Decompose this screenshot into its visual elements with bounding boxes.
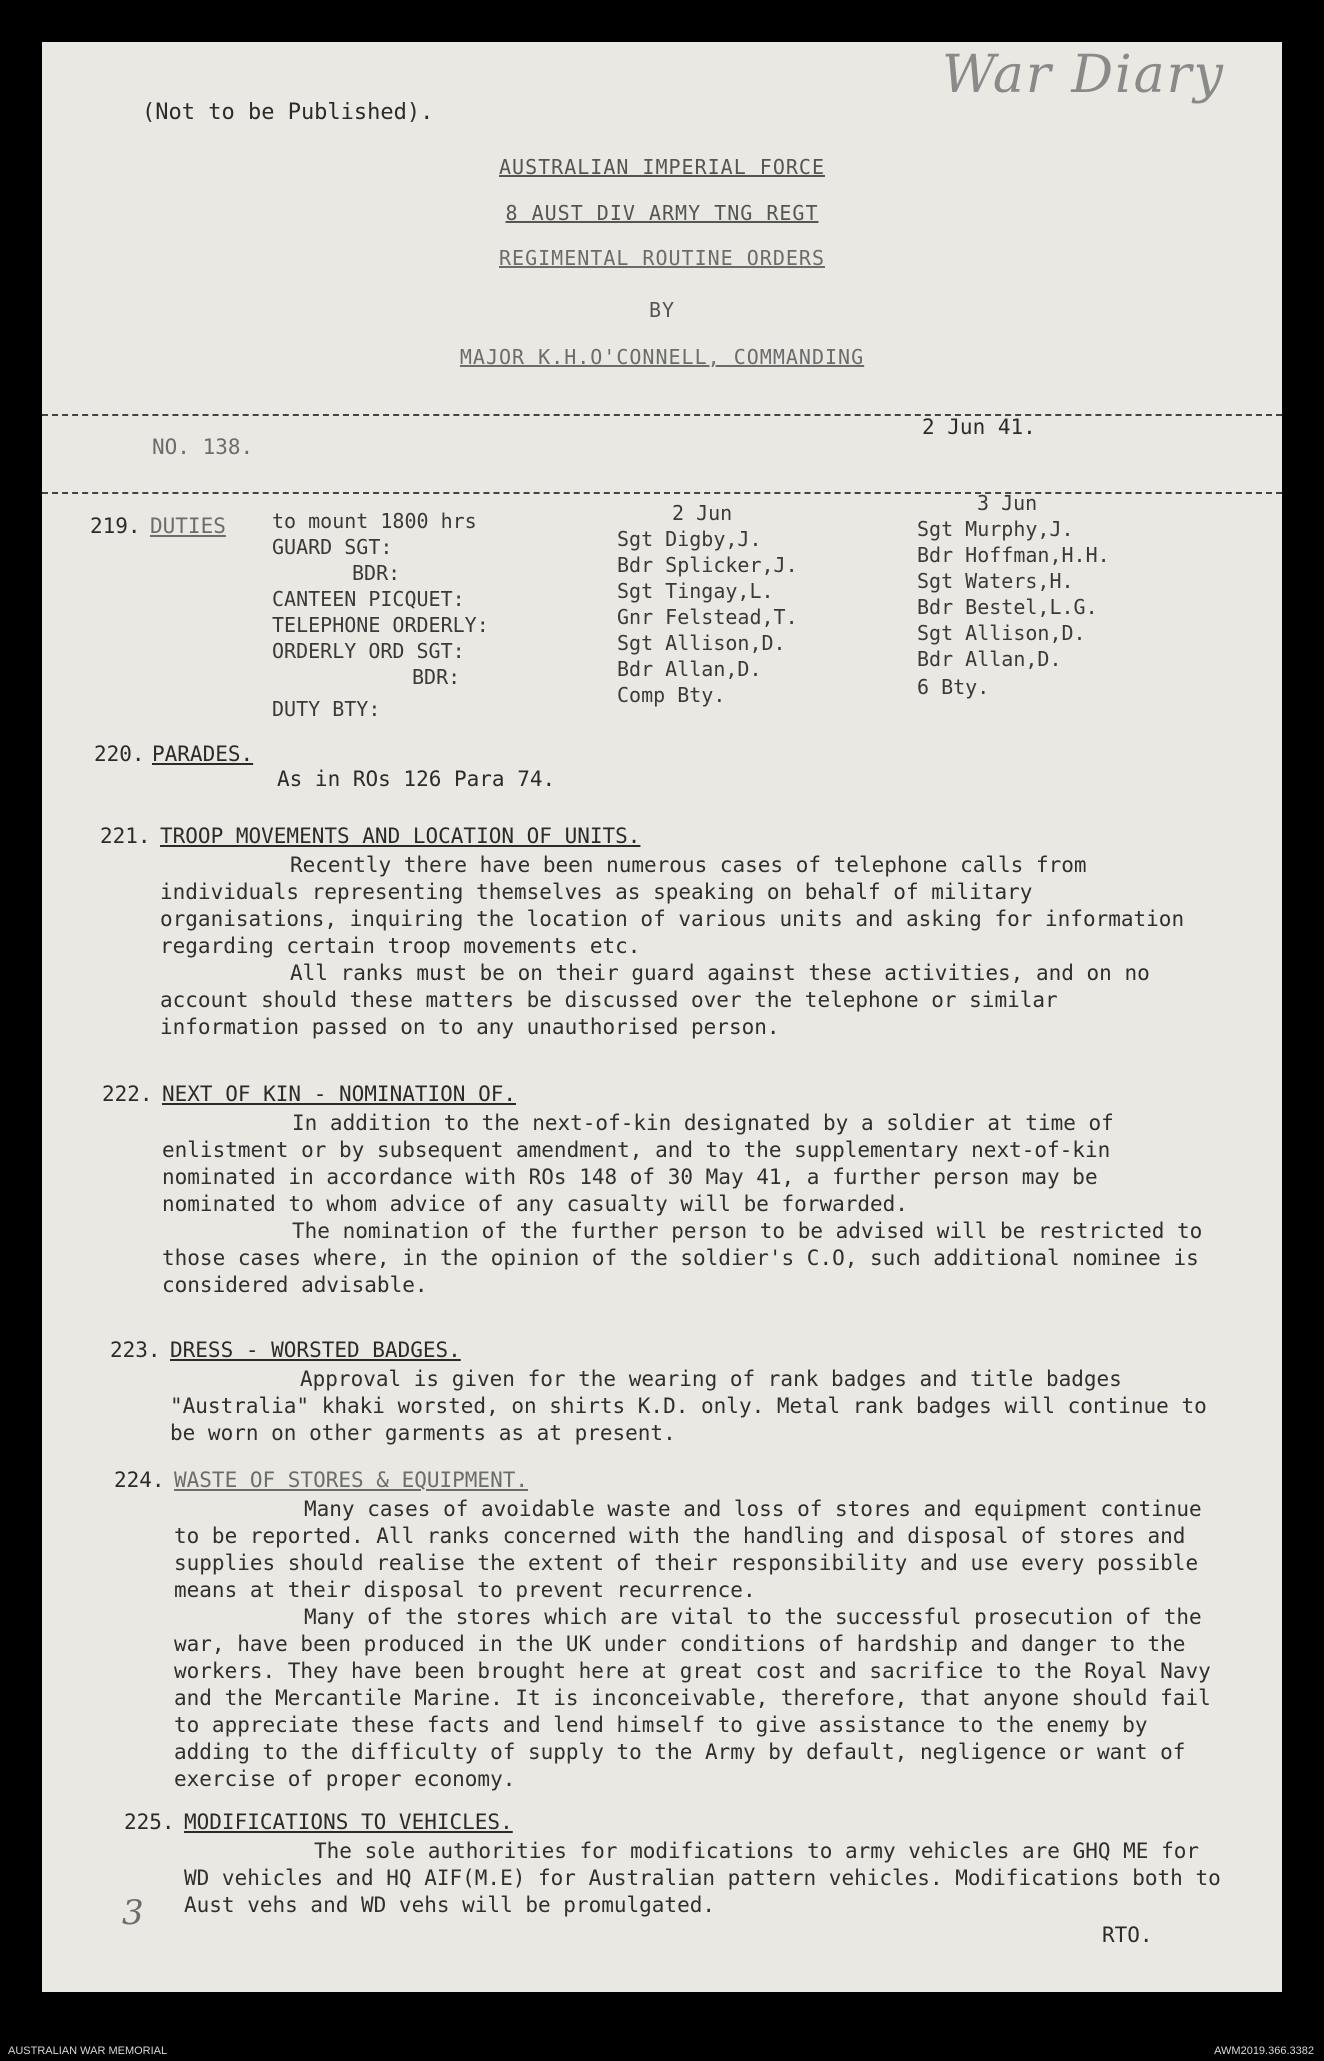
day1-entry: Sgt Digby,J. bbox=[617, 527, 762, 551]
divider-top bbox=[42, 414, 1282, 416]
header-force: AUSTRALIAN IMPERIAL FORCE bbox=[498, 155, 826, 179]
para-224-number: 224. bbox=[114, 1468, 165, 1492]
day1-entry: Comp Bty. bbox=[617, 683, 726, 707]
para-220-number: 220. bbox=[94, 742, 145, 766]
para-222-number: 222. bbox=[102, 1082, 153, 1106]
order-number: NO. 138. bbox=[152, 435, 254, 459]
duties-mount-text: to mount 1800 hrs bbox=[272, 509, 477, 533]
day2-entry: Sgt Waters,H. bbox=[917, 569, 1074, 593]
day2-entry: Bdr Hoffman,H.H. bbox=[917, 543, 1110, 567]
day1-entry: Sgt Allison,D. bbox=[617, 631, 786, 655]
para-223-number: 223. bbox=[110, 1338, 161, 1362]
margin-handwritten-mark: 3 bbox=[122, 1893, 144, 1933]
order-date: 2 Jun 41. bbox=[922, 415, 1036, 439]
para-223-body bbox=[170, 1366, 1210, 1447]
divider-bottom bbox=[42, 492, 1282, 494]
day1-entry: Bdr Allan,D. bbox=[617, 657, 762, 681]
signature-rto: RTO. bbox=[1102, 1923, 1153, 1947]
day1-header: 2 Jun bbox=[672, 501, 733, 525]
duty-label: DUTY BTY: bbox=[272, 697, 381, 721]
handwritten-war-diary-note: War Diary bbox=[942, 45, 1225, 105]
para-224-title: WASTE OF STORES & EQUIPMENT. bbox=[174, 1468, 529, 1492]
para-225-title: MODIFICATIONS TO VEHICLES. bbox=[184, 1810, 513, 1834]
para-219-number: 219. bbox=[90, 514, 141, 538]
para-220-title: PARADES. bbox=[152, 742, 254, 766]
restriction-notice: (Not to be Published). bbox=[142, 100, 434, 125]
para-222-text: In addition to the next-of-kin designated by a soldier at time of enlistment or by subsequent amendment, and to the supplementary next-of-kin nominated in accordance with ROs 148 of 30 May 41, a further person may be nominated to whom advice of any casualty will be forwarded. bbox=[162, 1111, 1114, 1216]
header-unit: 8 AUST DIV ARMY TNG REGT bbox=[505, 201, 819, 225]
document-page bbox=[42, 42, 1282, 1992]
para-222-title: NEXT OF KIN - NOMINATION OF. bbox=[162, 1082, 517, 1106]
duty-label: TELEPHONE ORDERLY: bbox=[272, 613, 489, 637]
para-220-body: As in ROs 126 Para 74. bbox=[277, 767, 556, 791]
para-223-title: DRESS - WORSTED BADGES. bbox=[170, 1338, 461, 1362]
para-224-body bbox=[174, 1496, 1224, 1793]
day2-entry: Sgt Murphy,J. bbox=[917, 517, 1074, 541]
day1-entry: Bdr Splicker,J. bbox=[617, 553, 798, 577]
para-225-number: 225. bbox=[124, 1810, 175, 1834]
header-by: BY bbox=[648, 298, 676, 322]
para-221-text: All ranks must be on their guard against these activities, and on no account should these matters be discussed over the telephone or similar information passed on to any unauthorised person. bbox=[160, 961, 1150, 1039]
duty-label: BDR: bbox=[352, 561, 401, 585]
duty-label: ORDERLY ORD SGT: bbox=[272, 639, 465, 663]
para-224-text: Many of the stores which are vital to the successful prosecution of the war, have been produced in the UK under conditions of hardship and danger to the workers. They have been brought here at great cost and sacrifice to the Royal Navy and the Mercantile Marine. It is inconceivable, therefore, that anyone should fail to appreciate these facts and lend himself to give assistance to the enemy by adding to the difficulty of supply to the Army by default, negligence or want of exercise of proper economy. bbox=[174, 1605, 1211, 1791]
para-222-body bbox=[162, 1110, 1212, 1299]
footer-institution: AUSTRALIAN WAR MEMORIAL bbox=[8, 2045, 168, 2057]
para-224-text: Many cases of avoidable waste and loss of stores and equipment continue to be reported. All ranks concerned with the handling and disposal of stores and supplies should realise the extent of their responsibility and use every possible means at their disposal to prevent recurrence. bbox=[174, 1497, 1202, 1602]
para-223-text: Approval is given for the wearing of rank badges and title badges "Australia" khaki worsted, on shirts K.D. only. Metal rank badges will continue to be worn on other garments as at present. bbox=[170, 1367, 1207, 1445]
day2-entry: Bdr Bestel,L.G. bbox=[917, 595, 1098, 619]
day2-entry: Bdr Allan,D. bbox=[917, 647, 1062, 671]
day2-entry: Sgt Allison,D. bbox=[917, 621, 1086, 645]
header-commanding: MAJOR K.H.O'CONNELL, COMMANDING bbox=[459, 345, 865, 369]
day2-entry: 6 Bty. bbox=[917, 675, 990, 699]
para-221-body bbox=[160, 852, 1200, 1041]
para-221-text: Recently there have been numerous cases of telephone calls from individuals representing themselves as speaking on behalf of military organisations, inquiring the location of various units and asking for information regarding certain troop movements etc. bbox=[160, 853, 1185, 958]
para-225-text: The sole authorities for modifications to army vehicles are GHQ ME for WD vehicles and HQ AIF(M.E) for Australian pattern vehicles. Modifications both to Aust vehs and WD vehs will be promulgated. bbox=[184, 1839, 1221, 1917]
header-orders: REGIMENTAL ROUTINE ORDERS bbox=[498, 246, 826, 270]
duty-label: CANTEEN PICQUET: bbox=[272, 587, 465, 611]
day2-header: 3 Jun bbox=[977, 491, 1038, 515]
para-222-text: The nomination of the further person to be advised will be restricted to those cases where, in the opinion of the soldier's C.O, such additional nominee is considered advisable. bbox=[162, 1219, 1203, 1297]
para-221-number: 221. bbox=[100, 824, 151, 848]
para-221-title: TROOP MOVEMENTS AND LOCATION OF UNITS. bbox=[160, 824, 641, 848]
day1-entry: Gnr Felstead,T. bbox=[617, 605, 798, 629]
para-219-title: DUTIES bbox=[150, 514, 226, 538]
footer-accession-number: AWM2019.366.3382 bbox=[1214, 2045, 1314, 2057]
duty-label: BDR: bbox=[412, 665, 461, 689]
duty-label: GUARD SGT: bbox=[272, 535, 393, 559]
para-225-body bbox=[184, 1838, 1234, 1919]
day1-entry: Sgt Tingay,L. bbox=[617, 579, 774, 603]
